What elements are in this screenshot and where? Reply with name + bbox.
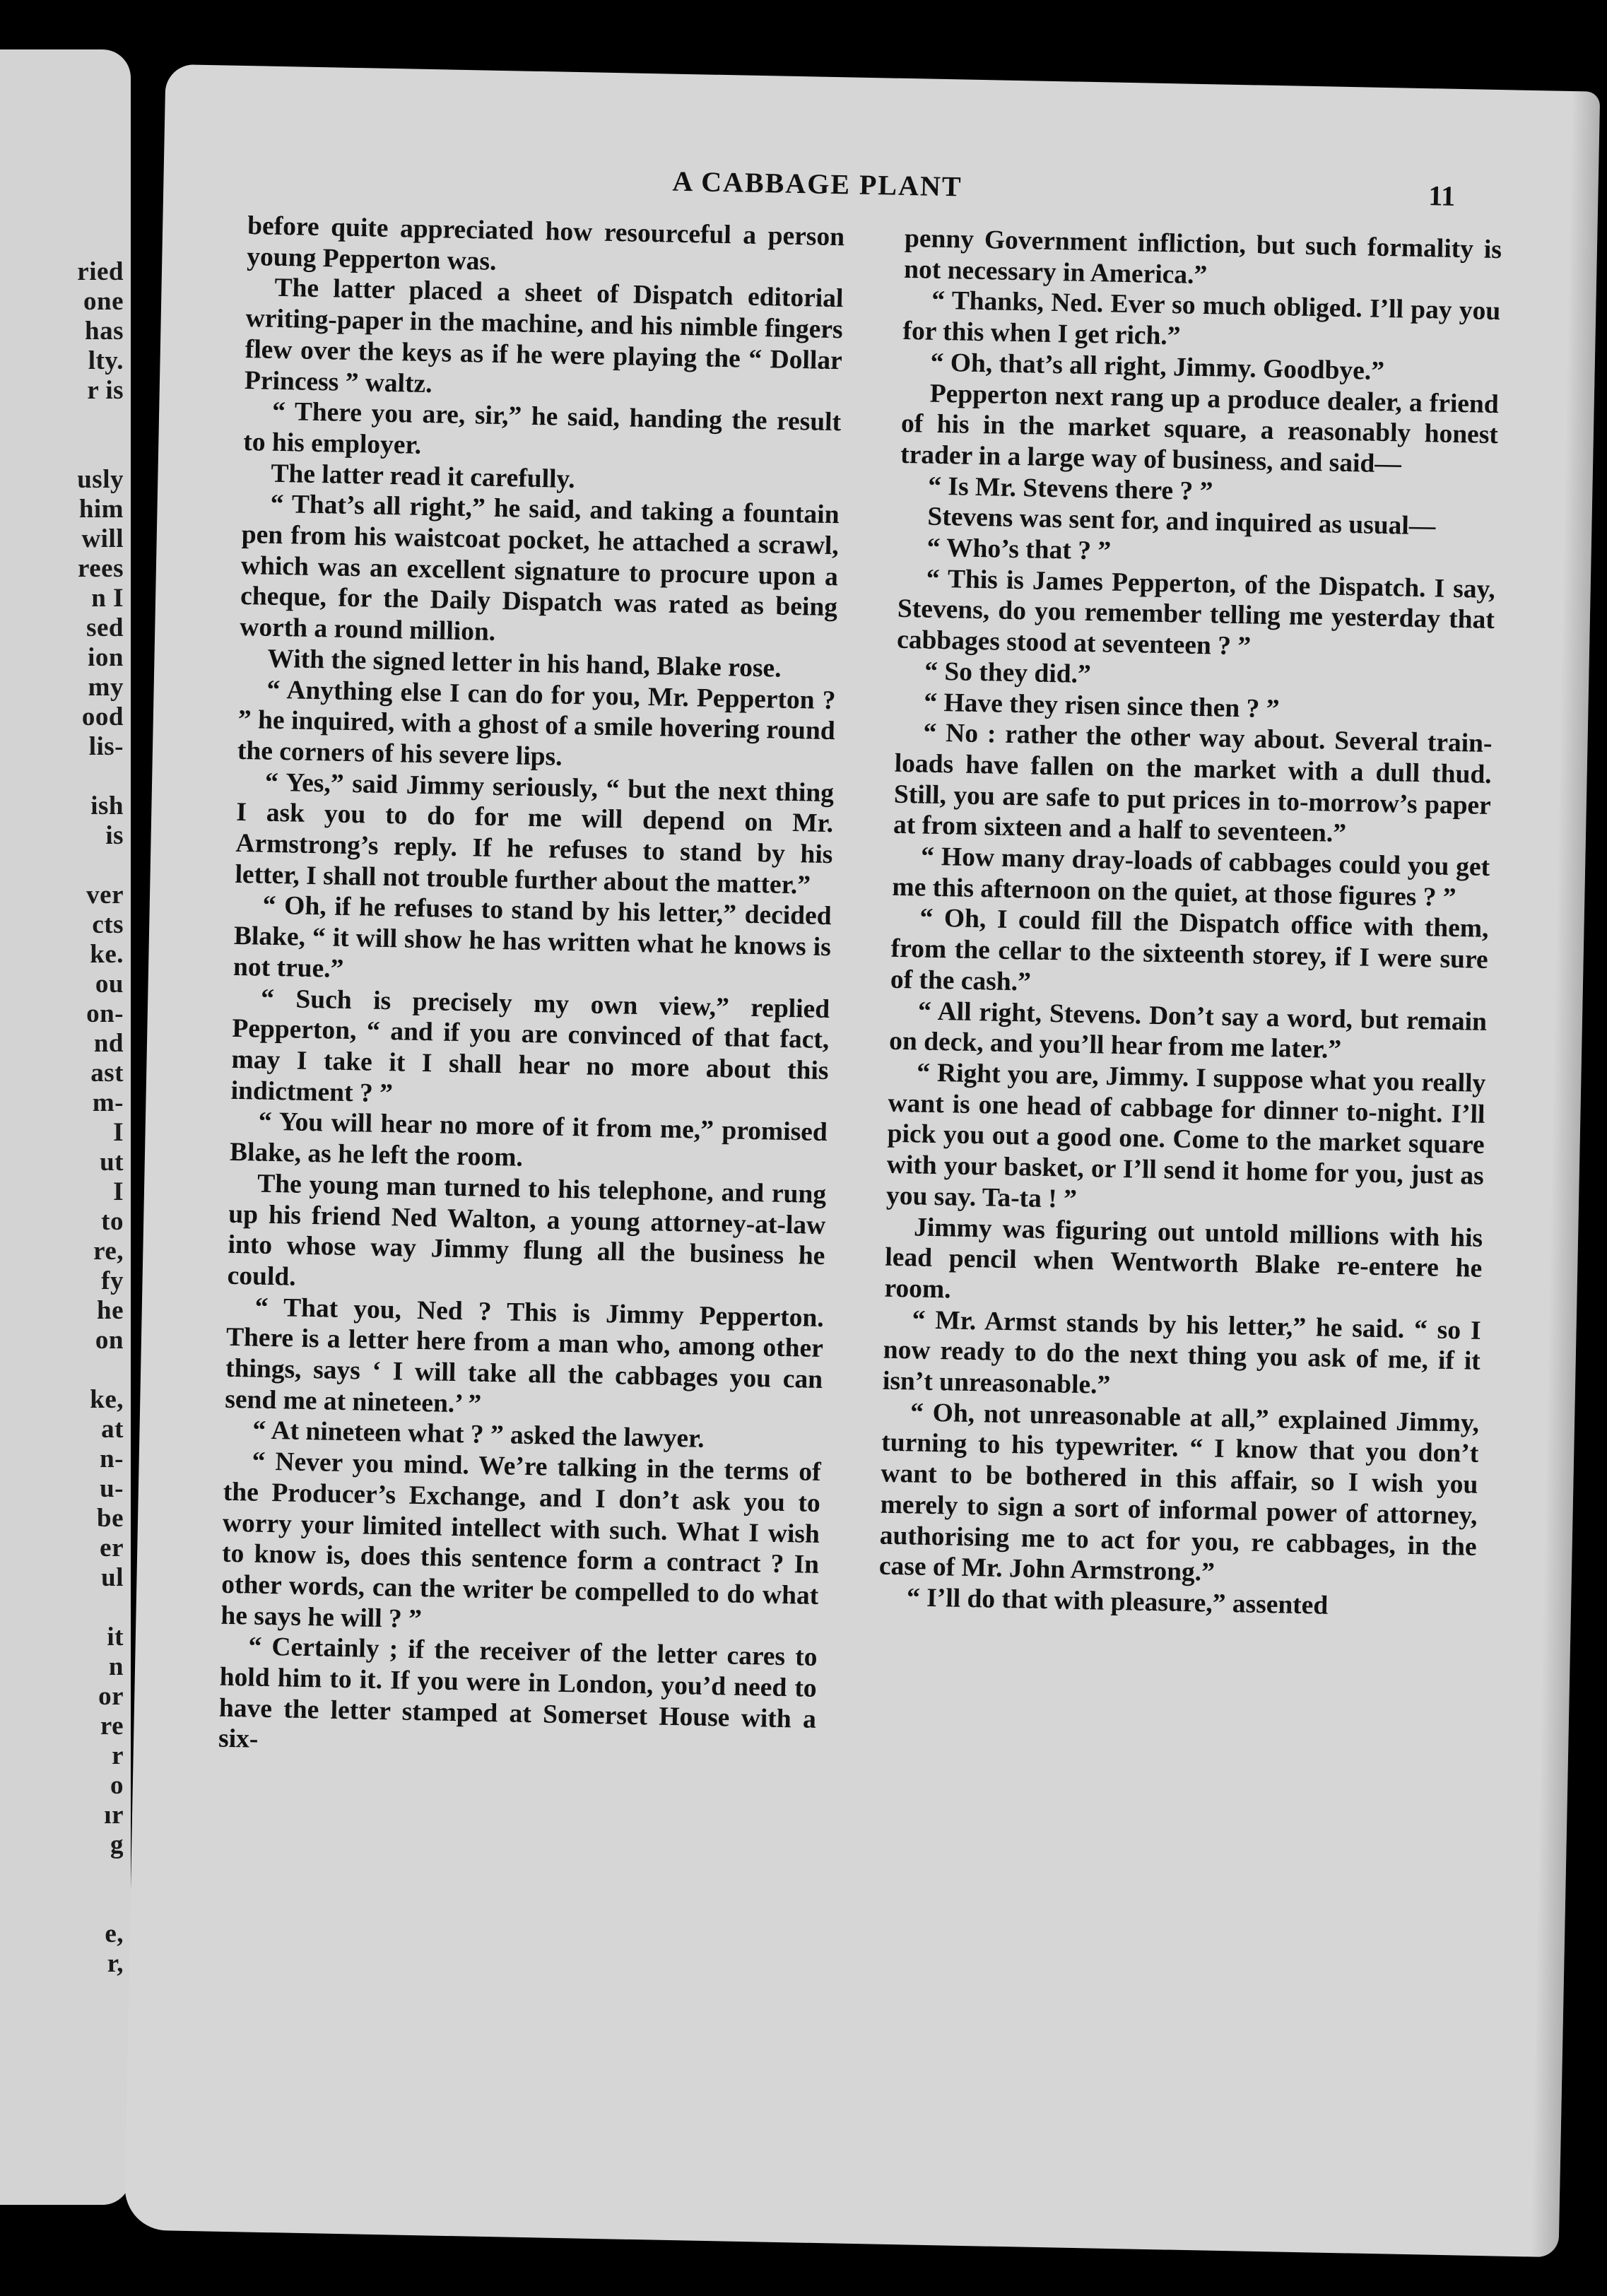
facing-page-fragment: re xyxy=(100,1712,124,1741)
facing-page-fragment: be xyxy=(97,1504,124,1533)
facing-page-fragment: ried xyxy=(77,257,124,286)
facing-page-fragment: u- xyxy=(100,1474,124,1503)
facing-page-fragment: one xyxy=(83,287,124,316)
facing-page-fragment: has xyxy=(85,317,124,346)
paragraph: penny Government infliction, but such formality is not necessary in America.” xyxy=(903,223,1502,290)
paragraph: Pepperton next rang up a produce dealer, a friend of his in the market square, a reasonably honest trader in a large way of business, and said— xyxy=(900,379,1500,479)
facing-page-fragment: him xyxy=(78,495,124,524)
facing-page-fragment: ut xyxy=(100,1148,124,1177)
paragraph: “ That you, Ned ? This is Jimmy Pepperton. There is a letter here from a man who, among other things, says ‘ I will take all the cabbages you can send me at nineteen.’ ” xyxy=(224,1293,825,1419)
facing-page-fragment: ke, xyxy=(90,1385,124,1414)
facing-page-fragment: r is xyxy=(87,376,124,405)
right-column xyxy=(878,223,1502,1625)
book-page xyxy=(124,64,1600,2257)
facing-page-fragment: on xyxy=(95,1326,124,1355)
facing-page-fragment: my xyxy=(88,673,124,702)
paragraph: “ Yes,” said Jimmy seriously, “ but the next thing I ask you to do for me will depend on Mr. Armstrong’s reply. If he refuses to stand by his letter, I shall not trouble further about the matter.” xyxy=(235,767,835,900)
facing-page-fragment: ood xyxy=(81,702,124,731)
paragraph: “ Never you mind. We’re talking in the terms of the Producer’s Exchange, and I don’t ask you to worry your limited intellect with such. What I wish to know is, does this sentence form a contract ? In other words, can the writer be compelled to do what he says he will ? ” xyxy=(220,1447,821,1634)
paragraph: “ How many dray-loads of cabbages could you get me this afternoon on the quiet, at those figures ? ” xyxy=(892,842,1490,912)
facing-page-fragment: rees xyxy=(78,554,124,583)
facing-page-fragment: I xyxy=(113,1118,124,1147)
paragraph: The latter read it carefully. xyxy=(271,459,575,494)
paragraph: “ Certainly ; if the receiver of the letter cares to hold him to it. If you were in London, you’d need to have the letter stamped at Somerset House with a six- xyxy=(218,1632,818,1755)
facing-page-fragment: ish xyxy=(90,791,124,820)
facing-page-fragment: at xyxy=(101,1415,124,1444)
paragraph: Stevens was sent for, and inquired as usual— xyxy=(927,502,1436,541)
facing-page-fragment: ul xyxy=(101,1563,124,1592)
running-head: A CABBAGE PLANT xyxy=(672,165,963,203)
facing-page-fragment: r xyxy=(112,1741,124,1770)
facing-page-fragment: lis- xyxy=(88,732,124,761)
paragraph: The young man turned to his telephone, and rung up his friend Ned Walton, a young attorney-at-law into whose way Jimmy flung all the business he could. xyxy=(227,1169,827,1292)
paragraph: “ Anything else I can do for you, Mr. Pepperton ? ” he inquired, with a ghost of a smile hovering round the corners of his severe lips. xyxy=(237,675,836,772)
facing-page-fragment: to xyxy=(101,1207,124,1236)
facing-page-fragment: ke. xyxy=(90,940,124,969)
paragraph: “ Oh, not unreasonable at all,” explained Jimmy, turning to his typewriter. “ I know that you don’t want to be bothered in this affair, so I wish you merely to sign a sort of informal power of attorney, authorising me to act for you, re cabbages, in the case of Mr. John Armstrong.” xyxy=(878,1398,1480,1587)
paragraph: “ Who’s that ? ” xyxy=(926,533,1112,566)
facing-page-fragment: ou xyxy=(95,970,124,999)
facing-page-fragment: cts xyxy=(92,910,124,939)
facing-page-fragment: er xyxy=(100,1533,124,1562)
facing-page-fragment: ion xyxy=(88,643,124,672)
facing-page-fragment: n xyxy=(108,1652,124,1681)
facing-page-fragment: g xyxy=(110,1830,124,1859)
facing-page-fragment: ver xyxy=(86,881,124,909)
facing-page-fragment: I xyxy=(113,1177,124,1206)
paragraph: “ Oh, I could fill the Dispatch office with them, from the cellar to the sixteenth storey, if I were sure of the cash.” xyxy=(890,903,1489,997)
facing-page-fragment: e, xyxy=(105,1919,124,1948)
facing-page-fragment: re, xyxy=(93,1237,124,1266)
paragraph: “ You will hear no more of it from me,” promised Blake, as he left the room. xyxy=(229,1107,828,1172)
facing-page-fragment: sed xyxy=(86,613,124,642)
facing-page-fragment: usly xyxy=(77,465,124,494)
paragraph: With the signed letter in his hand, Blake rose. xyxy=(267,644,782,683)
paragraph: Jimmy was figuring out untold millions with his lead pencil when Wentworth Blake re-entere he room. xyxy=(884,1212,1483,1305)
paragraph: “ All right, Stevens. Don’t say a word, but remain on deck, and you’ll hear from me later.” xyxy=(888,996,1488,1065)
facing-page-edge xyxy=(0,49,131,2205)
paragraph: “ That’s all right,” he said, and taking a fountain pen from his waistcoat pocket, he attached a scrawl, which was an excellent signature to procure upon a cheque, for the Daily Dispatch was rated as being worth a round million. xyxy=(239,490,840,647)
paragraph: “ Have they risen since then ? ” xyxy=(924,688,1280,724)
facing-page-fragment: is xyxy=(105,821,124,850)
paragraph: “ Mr. Armst stands by his letter,” he said. “ so I now ready to do the next thing you ask of me, if it isn’t unreasonable.” xyxy=(882,1305,1481,1400)
paragraph: “ At nineteen what ? ” asked the lawyer. xyxy=(252,1415,705,1454)
facing-page-fragment: fy xyxy=(101,1266,124,1295)
facing-page-fragment: n- xyxy=(100,1444,124,1473)
facing-page-fragment: n I xyxy=(91,584,124,613)
facing-page-fragment: r, xyxy=(107,1949,124,1978)
facing-page-fragment: ast xyxy=(90,1059,124,1088)
facing-page-fragment: or xyxy=(98,1682,124,1711)
paragraph: “ This is James Pepperton, of the Dispatch. I say, Stevens, do you remember telling me yesterday that cabbages stood at seventeen ? ” xyxy=(896,564,1496,661)
facing-page-fragment: it xyxy=(107,1623,124,1652)
paragraph: “ Is Mr. Stevens there ? ” xyxy=(927,471,1213,506)
facing-page-fragment: o xyxy=(110,1771,124,1800)
paragraph: “ Such is precisely my own view,” replied Pepperton, “ and if you are convinced of that fact, may I take it I shall hear no more about this indictment ? ” xyxy=(230,984,830,1108)
paragraph: “ Oh, that’s all right, Jimmy. Goodbye.” xyxy=(930,348,1385,386)
facing-page-fragment: on- xyxy=(86,999,124,1028)
left-column xyxy=(218,211,845,1766)
facing-page-fragment: m- xyxy=(92,1088,124,1117)
paragraph: The latter placed a sheet of Dispatch editorial writing-paper in the machine, and his nimble fingers flew over the keys as if he were playing the “ Dollar Princess ” waltz. xyxy=(244,273,844,399)
paragraph: “ Right you are, Jimmy. I suppose what you really want is one head of cabbage for dinner to-night. I’ll pick you out a good one. Come to the market square with your basket, or I’ll send it home for you, just as you say. Ta-ta ! ” xyxy=(885,1058,1486,1214)
paragraph: “ There you are, sir,” he said, handing the result to his employer. xyxy=(242,397,842,460)
paragraph: before quite appreciated how resourceful a person young Pepperton was. xyxy=(247,211,845,276)
facing-page-fragment: will xyxy=(81,524,124,553)
paragraph: “ So they did.” xyxy=(924,657,1092,689)
paragraph: “ Thanks, Ned. Ever so much obliged. I’ll pay you for this when I get rich.” xyxy=(902,286,1501,351)
paragraph: “ No : rather the other way about. Several train-loads have fallen on the market with a dull thud. Still, you are safe to put prices in to-morrow’s paper at from sixteen and a half to seventeen.” xyxy=(893,718,1493,849)
facing-page-fragment: nd xyxy=(93,1029,124,1058)
paragraph: “ I’ll do that with pleasure,” assented xyxy=(906,1583,1329,1620)
paragraph: “ Oh, if he refuses to stand by his letter,” decided Blake, “ it will show he has written what he knows is not true.” xyxy=(232,891,832,984)
facing-page-fragment: lty. xyxy=(88,346,124,375)
facing-page-fragment: he xyxy=(97,1296,124,1325)
facing-page-fragment: ır xyxy=(104,1801,124,1830)
page-number: 11 xyxy=(1428,179,1456,212)
